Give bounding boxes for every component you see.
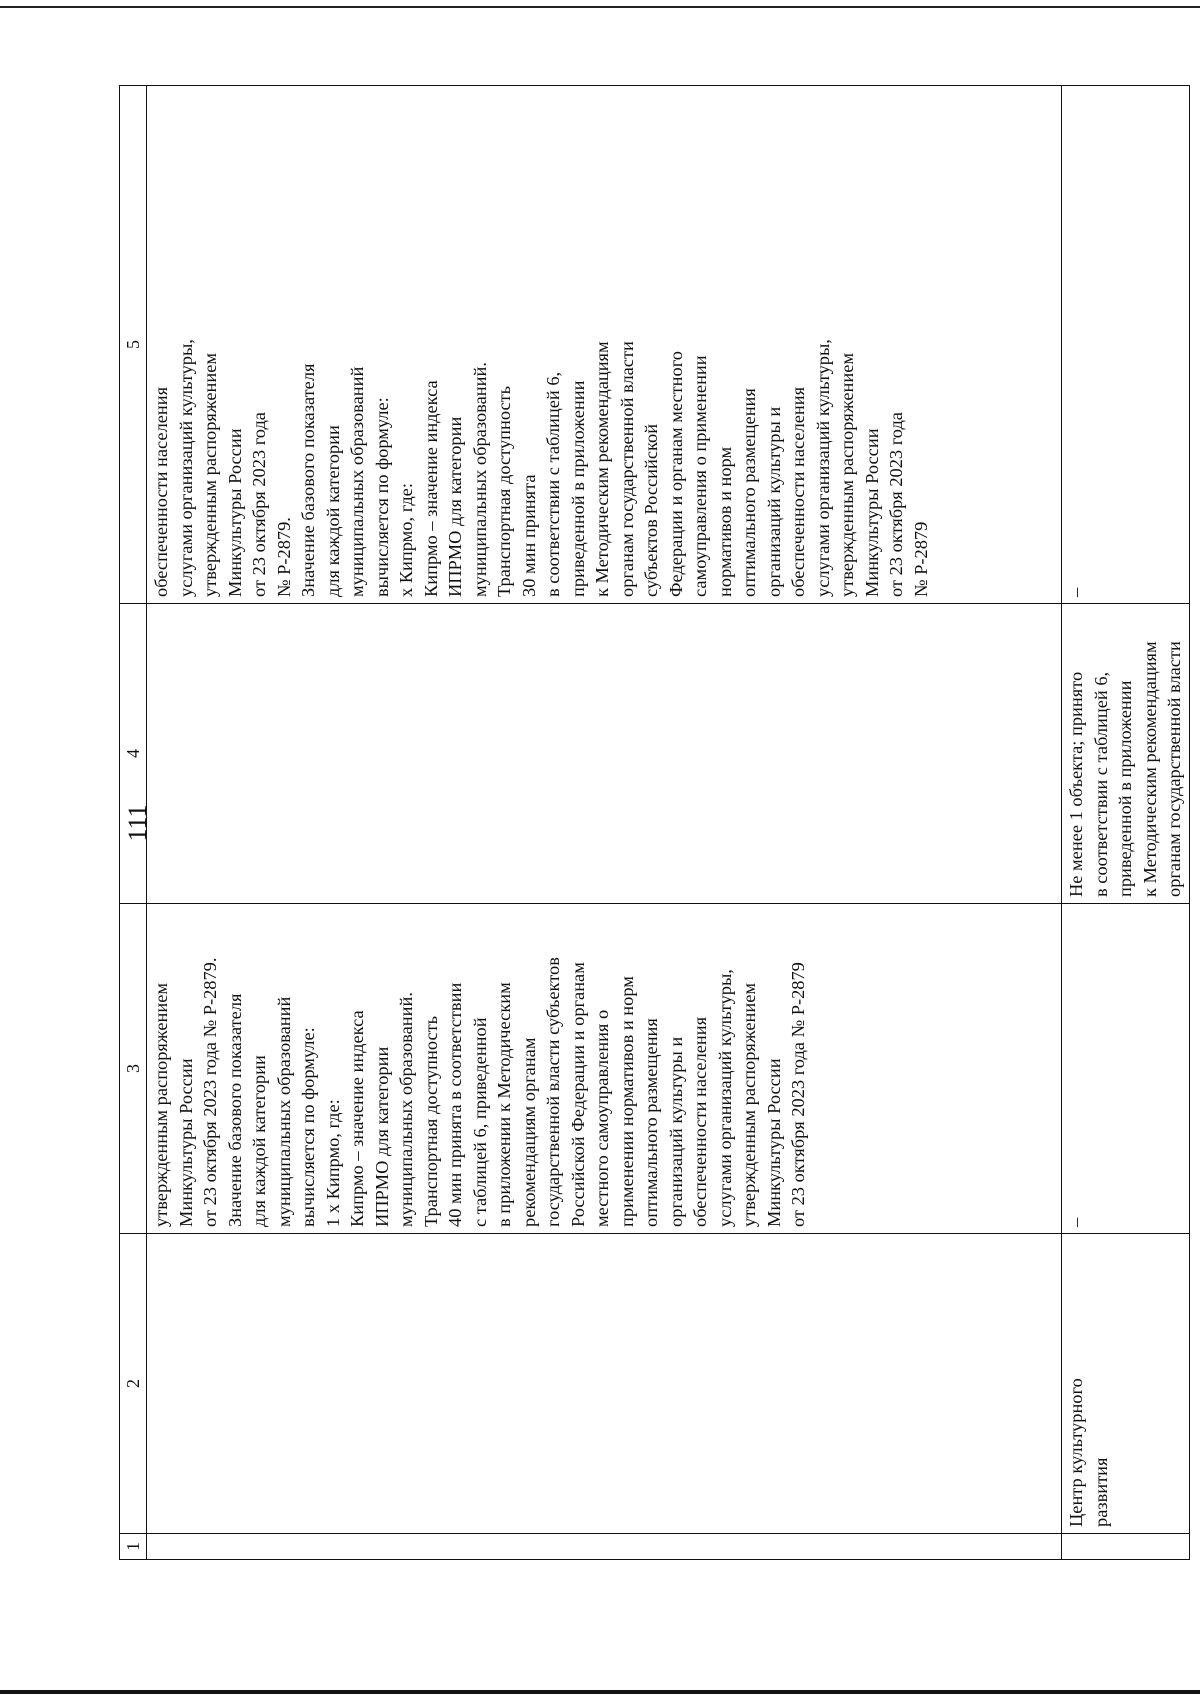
row1-col5-line: Федерации и органам местного [665, 350, 686, 597]
row1-col3-line: вычисляется по формуле: [298, 1027, 318, 1227]
row1-col2 [147, 1234, 1062, 1534]
row1-col4 [147, 604, 1062, 904]
row1-col5-line: № Р-2879. [273, 517, 294, 597]
row2-col4-line: приведенной в приложении [1115, 680, 1135, 897]
row1-col5-line: обеспеченности населения [151, 386, 171, 597]
row1-col5-line: от 23 октября 2023 года [249, 412, 269, 597]
row1-col5-line: № Р-2879 [910, 521, 931, 597]
header-col-2: 2 [120, 1234, 147, 1534]
row1-col5-line: субъектов Российской [641, 423, 661, 597]
row1-col5-line: от 23 октября 2023 года [886, 412, 906, 597]
rotated-sheet [119, 86, 1184, 1560]
row1-col3-line: Минкультуры России [763, 1058, 784, 1227]
row1-col5-line: обеспеченности населения [788, 386, 808, 597]
row1-col5-line: Значение базового показателя [298, 363, 318, 597]
row1-col5-line: самоуправления о применении [690, 355, 710, 597]
row1-col1 [147, 1534, 1062, 1560]
row2-col2-line: развития [1090, 1457, 1111, 1527]
table-row [1062, 86, 1190, 1560]
row1-col3-line: 40 мин принята в соответствии [445, 982, 465, 1227]
row1-col5-cell [147, 86, 1062, 604]
row1-col5-line: в соответствии с таблицей 6, [543, 371, 563, 597]
row1-col3-line: обеспеченности населения [690, 1016, 710, 1227]
row2-col4-cell [1062, 604, 1190, 904]
row1-col3-line: Минкультуры России [175, 1058, 196, 1227]
row2-col4-line: к Методическим рекомендациям [1139, 641, 1160, 897]
row1-col3-line: услугами организаций культуры, [714, 969, 735, 1227]
row1-col5-line: Минкультуры России [861, 428, 882, 597]
row1-col5-line: Транспортная доступность [494, 385, 514, 597]
row1-col3-line: для каждой категории [249, 1055, 269, 1227]
scan-edge-bottom [0, 1690, 1200, 1694]
row1-col5-line: муниципальных образований. [469, 362, 490, 597]
row2-col1 [1062, 1534, 1190, 1560]
row1-col3-line: от 23 октября 2023 года № Р-2879 [788, 962, 808, 1227]
row1-col3-line: с таблицей 6, приведенной [469, 1017, 490, 1227]
row1-col5-line: утвержденным распоряжением [837, 353, 857, 597]
row1-col5-line: услугами организаций культуры, [175, 339, 196, 597]
row1-col5-line: органам государственной власти [616, 341, 637, 597]
row1-col5-line: Минкультуры России [224, 428, 245, 597]
row1-col5-line: Кипрмо – значение индекса [420, 380, 441, 597]
row1-col5-line: вычисляется по формуле: [371, 397, 392, 597]
row2-col4-line: в соответствии с таблицей 6, [1090, 671, 1111, 897]
row1-col5-line: организаций культуры и [763, 406, 784, 597]
row1-col5-line: к Методическим рекомендациям [592, 341, 612, 597]
table-row [147, 86, 1062, 1560]
row2-col4-line: Не менее 1 объекта; принято [1066, 671, 1086, 897]
row1-col3-line: муниципальных образований [273, 996, 294, 1227]
header-col-5: 5 [120, 86, 147, 604]
row1-col3-line: в приложении к Методическим [494, 982, 514, 1227]
row1-col3-line: муниципальных образований. [396, 992, 416, 1227]
header-col-1: 1 [120, 1534, 147, 1560]
document-table [119, 85, 1190, 1560]
row2-col2-line: Центр культурного [1066, 1378, 1086, 1527]
row1-col5-line: услугами организаций культуры, [812, 339, 833, 597]
header-col-3: 3 [120, 904, 147, 1234]
row1-col3-cell [147, 904, 1062, 1234]
row1-col3-line: Кипрмо – значение индекса [347, 1010, 367, 1227]
row1-col3-line: утвержденным распоряжением [739, 983, 759, 1227]
row1-col5-line: нормативов и норм [714, 446, 735, 597]
page-number: 111 [123, 804, 152, 842]
row1-col3-line: организаций культуры и [665, 1036, 686, 1227]
header-row [120, 86, 147, 1560]
header-col-4: 4 [120, 604, 147, 904]
row2-col3: – [1062, 904, 1190, 1234]
row1-col3-line: применении нормативов и норм [616, 976, 637, 1227]
row1-col3-line: оптимального размещения [641, 1018, 661, 1227]
row1-col5-line: 30 мин принята [518, 474, 539, 597]
row1-col5-line: для каждой категории [322, 425, 343, 597]
row1-col3-line: государственной власти субъектов [543, 957, 563, 1227]
row1-col3-line: 1 x Кипрмо, где: [322, 1099, 343, 1227]
row1-col5-line: ИПРМО для категории [445, 416, 465, 597]
row1-col5-line: муниципальных образований [347, 366, 367, 597]
row2-col5: – [1062, 86, 1190, 604]
row1-col3-line: Российской Федерации и органам [567, 962, 588, 1227]
row1-col3-line: ИПРМО для категории [371, 1046, 392, 1227]
row1-col5-line: оптимального размещения [739, 388, 759, 597]
row1-col3-line: местного самоуправления о [592, 1009, 612, 1227]
row1-col5-line: приведенной в приложении [567, 380, 588, 597]
row1-col3-line: рекомендациям органам [518, 1037, 539, 1227]
row1-col5-line: утвержденным распоряжением [200, 353, 220, 597]
scan-edge-top [0, 0, 1200, 8]
row1-col3-line: Значение базового показателя [224, 993, 245, 1227]
row1-col5-line: x Кипрмо, где: [396, 483, 416, 597]
row1-col3-line: Транспортная доступность [420, 1015, 441, 1227]
row2-col2-cell [1062, 1234, 1190, 1534]
row1-col3-line: утвержденным распоряжением [151, 983, 171, 1227]
row1-col3-line: от 23 октября 2023 года № Р-2879. [200, 957, 220, 1227]
row2-col4-line: органам государственной власти [1164, 641, 1184, 897]
